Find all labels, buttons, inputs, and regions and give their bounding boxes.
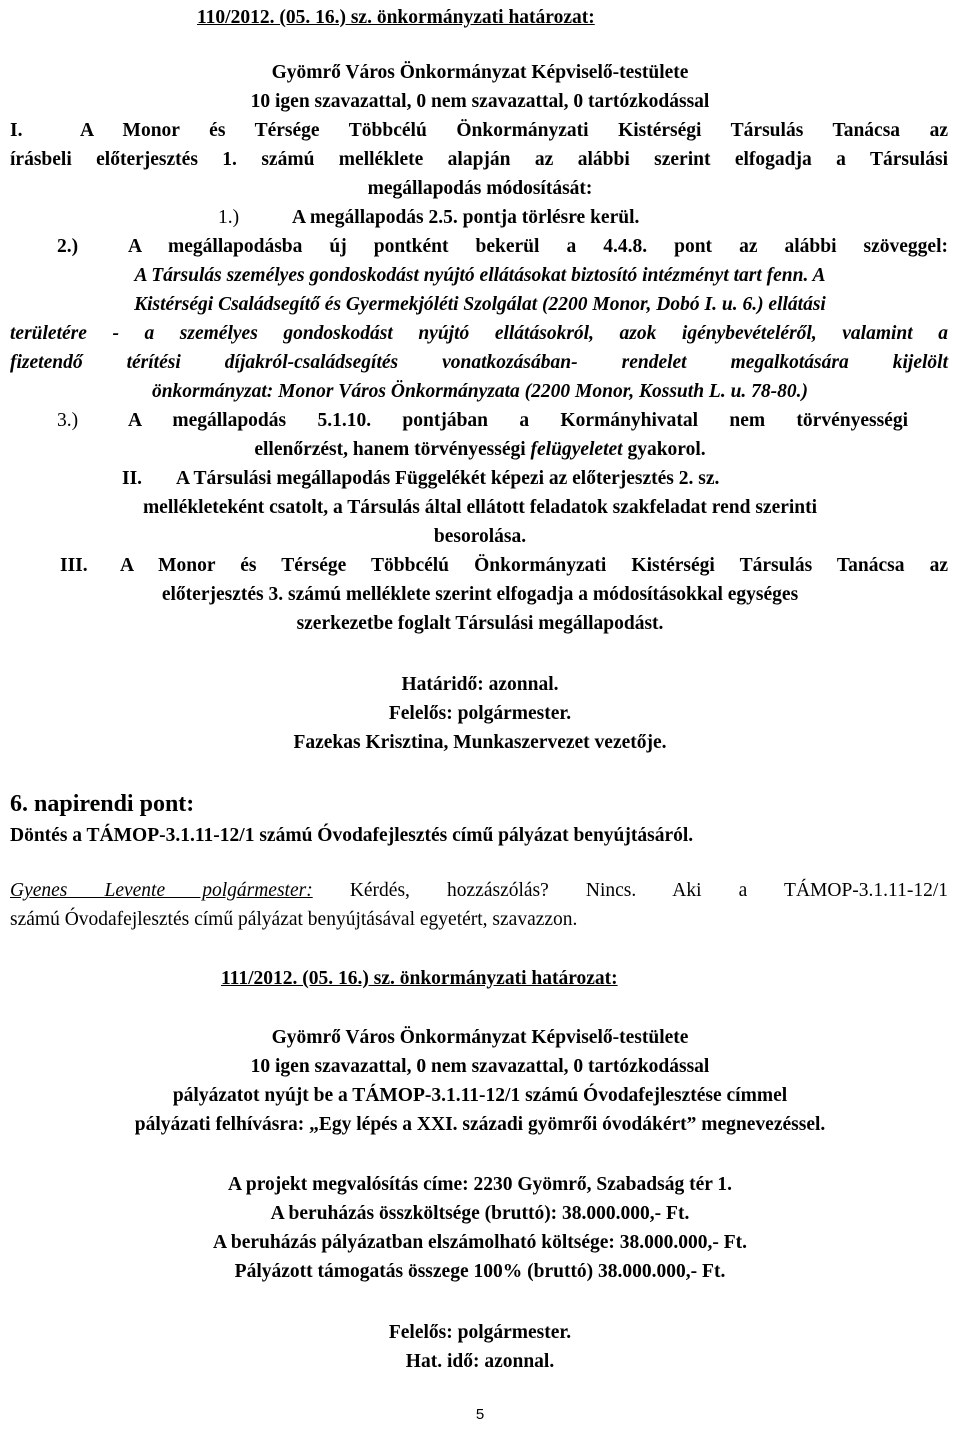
item-3-line-2 <box>0 435 960 464</box>
page-number: 5 <box>475 1406 485 1423</box>
item-1-number: 1.) <box>218 207 240 228</box>
item-2-number: 2.) <box>57 236 79 257</box>
resolution-111-line-1: pályázatot nyújt be a TÁMOP-3.1.11-12/1 számú Óvodafejlesztése címmel <box>172 1085 788 1106</box>
point-3-line-2: előterjesztés 3. számú melléklete szerint elfogadja a módosításokkal egységes <box>161 584 799 605</box>
point-1-line-1: A Monor és Térsége Többcélú Önkormányzati Kistérségi Társulás Tanácsa az <box>80 120 948 141</box>
speaker-name: Gyenes Levente polgármester: <box>10 880 313 901</box>
item-3-number: 3.) <box>57 410 79 431</box>
agenda-6-subject: Döntés a TÁMOP-3.1.11-12/1 számú Óvodafejlesztés című pályázat benyújtásáról. <box>10 825 694 846</box>
agenda-6-heading: 6. napirendi pont: <box>10 791 195 817</box>
resolution-110-deadline: Határidő: azonnal. <box>401 674 559 695</box>
item-2-quote-line-1: A Társulás személyes gondoskodást nyújtó ellátásokat biztosító intézményt tart fenn. A <box>134 265 826 286</box>
item-3-line-1: A megállapodás 5.1.10. pontjában a Kormányhivatal nem törvényességi <box>128 410 908 431</box>
speech-line-2: számú Óvodafejlesztés című pályázat benyújtásával egyetért, szavazzon. <box>10 909 578 930</box>
project-address: A projekt megvalósítás címe: 2230 Gyömrő, Szabadság tér 1. <box>227 1174 733 1195</box>
resolution-111-vote: 10 igen szavazattal, 0 nem szavazattal, 0 tartózkodással <box>250 1056 710 1077</box>
speech-line-1 <box>10 876 948 905</box>
total-cost: A beruházás összköltsége (bruttó): 38.000.000,- Ft. <box>270 1203 690 1224</box>
item-1-text: A megállapodás 2.5. pontja törlésre kerül. <box>292 207 640 228</box>
resolution-110-vote: 10 igen szavazattal, 0 nem szavazattal, 0 tartózkodással <box>250 91 710 112</box>
item-3-line-2-end: gyakorol. <box>622 439 706 460</box>
point-2-numeral: II. <box>122 468 143 489</box>
point-2-line-2: mellékleteként csatolt, a Társulás által ellátott feladatok szakfeladat rend szerinti <box>142 497 818 518</box>
point-1-line-2: írásbeli előterjesztés 1. számú melléklete alapján az alábbi szerint elfogadja a Társulási <box>10 149 948 170</box>
item-2-text: A megállapodásba új pontként bekerül a 4.4.8. pont az alábbi szöveggel: <box>128 236 948 257</box>
item-2-quote-line-3: területére - a személyes gondoskodást nyújtó ellátásokról, azok igénybevételéről, valamint a <box>10 323 948 344</box>
item-2-quote-line-2: Kistérségi Családsegítő és Gyermekjóléti Szolgálat (2200 Monor, Dobó I. u. 6.) ellátási <box>134 294 826 315</box>
eligible-cost: A beruházás pályázatban elszámolható költsége: 38.000.000,- Ft. <box>212 1232 748 1253</box>
resolution-110-body: Gyömrő Város Önkormányzat Képviselő-testülete <box>271 62 689 83</box>
point-1-numeral: I. <box>10 120 23 141</box>
resolution-110-responsible-2: Fazekas Krisztina, Munkaszervezet vezetője. <box>293 732 667 753</box>
resolution-111-title: 111/2012. (05. 16.) sz. önkormányzati határozat: <box>221 968 618 989</box>
resolution-110-title: 110/2012. (05. 16.) sz. önkormányzati határozat: <box>197 7 595 28</box>
point-1-line-3: megállapodás módosítását: <box>367 178 593 199</box>
item-3-line-2-emphasis: felügyeletet <box>530 439 623 460</box>
point-3-line-3: szerkezetbe foglalt Társulási megállapodást. <box>296 613 664 634</box>
point-3-line-1: A Monor és Térsége Többcélú Önkormányzati Kistérségi Társulás Tanácsa az <box>120 555 948 576</box>
resolution-110-responsible: Felelős: polgármester. <box>388 703 572 724</box>
point-2-line-3: besorolása. <box>433 526 527 547</box>
grant-amount: Pályázott támogatás összege 100% (bruttó) 38.000.000,- Ft. <box>234 1261 726 1282</box>
resolution-111-body: Gyömrő Város Önkormányzat Képviselő-testülete <box>271 1027 689 1048</box>
resolution-111-deadline: Hat. idő: azonnal. <box>405 1351 555 1372</box>
resolution-111-responsible: Felelős: polgármester. <box>388 1322 572 1343</box>
point-3-numeral: III. <box>60 555 88 576</box>
speech-text-1: Kérdés, hozzászólás? Nincs. Aki a TÁMOP-3.1.11-12/1 <box>312 880 948 901</box>
item-2-quote-line-4: fizetendő térítési díjakról-családsegítés vonatkozásában- rendelet megalkotására kijelölt <box>10 352 948 373</box>
item-2-quote-line-5: önkormányzat: Monor Város Önkormányzata (2200 Monor, Kossuth L. u. 78-80.) <box>151 381 809 402</box>
point-2-line-1: A Társulási megállapodás Függelékét képezi az előterjesztés 2. sz. <box>176 468 720 489</box>
resolution-111-line-2: pályázati felhívásra: „Egy lépés a XXI. századi gyömrői óvodákért” megnevezéssel. <box>134 1114 826 1135</box>
item-3-line-2-start: ellenőrzést, hanem törvényességi <box>254 439 531 460</box>
